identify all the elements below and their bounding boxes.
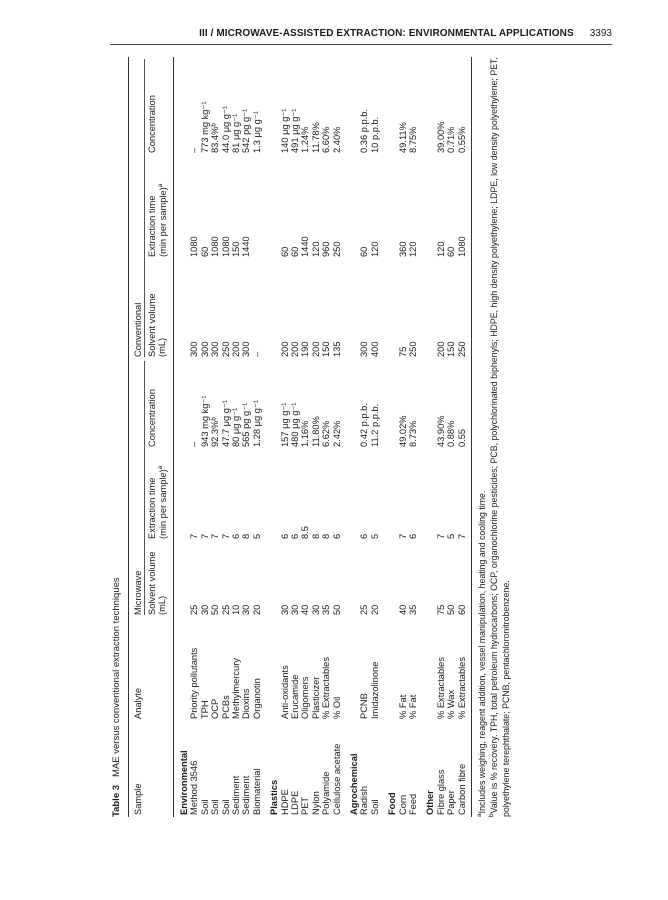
table-cell: 6 bbox=[408, 533, 419, 539]
table-cell: Anti-oxidants bbox=[279, 665, 290, 719]
table-cell: 7 bbox=[456, 533, 467, 539]
table-cell: 300 bbox=[210, 341, 221, 357]
table-cell: 1080 bbox=[189, 236, 200, 257]
table-cell: 49.11% bbox=[397, 122, 408, 153]
col-header-analyte: Analyte bbox=[128, 617, 146, 721]
table-cell: Oligomers bbox=[300, 676, 311, 719]
table-cell: Paper bbox=[446, 790, 457, 815]
table-cell: 7 bbox=[189, 533, 200, 539]
table-cell: 0.55 bbox=[456, 428, 467, 447]
table-cell: 35 bbox=[321, 604, 332, 615]
header-rule bbox=[110, 44, 612, 45]
table-cell: – bbox=[189, 441, 200, 447]
table-cell: 200 bbox=[310, 341, 321, 357]
table-cell: 8.75% bbox=[408, 126, 419, 153]
table-cell: 250 bbox=[331, 241, 342, 257]
table-cell: 25 bbox=[189, 604, 200, 615]
comparison-table bbox=[128, 57, 472, 817]
table-cell: 60 bbox=[446, 246, 457, 257]
table-cell: 300 bbox=[359, 341, 370, 357]
table-cell: 6 bbox=[331, 533, 342, 539]
table-cell: 60 bbox=[279, 246, 290, 257]
col-header-cv-time: Extraction time (min per sample)$^a$ bbox=[146, 155, 173, 259]
table-cell: % Extractables bbox=[321, 656, 332, 719]
section-title: Food bbox=[387, 792, 398, 815]
table-cell: 40 bbox=[397, 604, 408, 615]
table-cell: 60 bbox=[456, 604, 467, 615]
table-row bbox=[210, 57, 220, 817]
page-number: 3393 bbox=[589, 28, 612, 39]
table-cell: 80 μg g⁻¹ bbox=[230, 407, 241, 447]
table-cell: 8 bbox=[241, 533, 252, 539]
table-cell: 480 μg g⁻¹ bbox=[290, 402, 300, 447]
table-cell: 8.5 bbox=[300, 526, 311, 539]
table-cell: 1.24% bbox=[300, 126, 311, 153]
table-cell: PCNB bbox=[359, 693, 370, 719]
table-cell: % Wax bbox=[446, 689, 457, 719]
footnote-b: $^b$Value is % recovery. TPH, total petroleum hydrocarbons; OCP, organochlorine pesticides; PCB, polychlorinated biphenyls; HDPE, high density polyethylene; LDPE, low density polyethylene; PET, polyethylene terephthalate; PCNB, pentachloronitrobenzene. bbox=[488, 57, 511, 817]
table-row bbox=[290, 57, 300, 817]
table-row bbox=[436, 57, 446, 817]
table-cell: 43.90% bbox=[435, 415, 446, 447]
table-cell: 0.55% bbox=[456, 126, 467, 153]
table-cell: 200 bbox=[435, 341, 446, 357]
table-row bbox=[200, 57, 210, 817]
table-cell: PCBs bbox=[220, 695, 231, 719]
col-header-mw-time: Extraction time (min per sample)$^a$ bbox=[146, 449, 173, 541]
table-cell: 6 bbox=[230, 533, 241, 539]
table-cell: 20 bbox=[369, 604, 380, 615]
table-cell: 2.40% bbox=[331, 126, 342, 153]
table-cell: 1440 bbox=[241, 236, 252, 257]
table-cell: 11.80% bbox=[310, 416, 321, 447]
table-cell: Dioxins bbox=[241, 688, 252, 719]
table-caption-text: MAE versus conventional extraction techniques bbox=[111, 577, 122, 777]
table-cell: 6.62% bbox=[321, 420, 332, 447]
table-cell: 300 bbox=[189, 341, 200, 357]
table-cell: % Extractables bbox=[456, 656, 467, 719]
table-cell: 7 bbox=[199, 533, 210, 539]
table-cell: 0.36 p.p.b. bbox=[359, 109, 370, 153]
table-cell: 200 bbox=[230, 341, 241, 357]
group-header-conventional: Conventional bbox=[128, 57, 146, 359]
table-row bbox=[370, 57, 380, 817]
table-cell: 49.02% bbox=[397, 415, 408, 447]
table-cell: 7 bbox=[435, 533, 446, 539]
table-cell: – bbox=[189, 147, 200, 153]
table-cell: 1080 bbox=[210, 236, 221, 257]
table-row bbox=[252, 57, 262, 817]
table-cell: 1.28 μg g⁻¹ bbox=[251, 400, 262, 447]
table-cell: PET bbox=[300, 796, 311, 815]
table-cell: 50 bbox=[210, 604, 221, 615]
table-cell: – bbox=[251, 351, 262, 357]
table-cell: % Fat bbox=[408, 694, 419, 719]
table-cell: 140 μg g⁻¹ bbox=[279, 108, 290, 153]
table-caption bbox=[112, 57, 123, 817]
table-cell: 11.78% bbox=[310, 122, 321, 153]
table-cell: 943 mg kg⁻¹ bbox=[199, 395, 210, 447]
table-cell: 120 bbox=[369, 241, 380, 257]
table-cell bbox=[252, 155, 262, 259]
table-cell: 8.73% bbox=[408, 420, 419, 447]
table-cell: 7 bbox=[397, 533, 408, 539]
table-cell: 400 bbox=[369, 341, 380, 357]
table-cell: % Fat bbox=[397, 694, 408, 719]
table-cell: 0.88% bbox=[446, 420, 457, 447]
table-row bbox=[332, 57, 342, 817]
table-body bbox=[173, 57, 471, 817]
table-cell: 120 bbox=[435, 241, 446, 257]
group-header-microwave: Microwave bbox=[128, 359, 146, 617]
table-cell: 250 bbox=[408, 341, 419, 357]
table-cell: 44.0 μg g⁻¹ bbox=[220, 106, 231, 153]
table-cell: 120 bbox=[310, 241, 321, 257]
table-row bbox=[189, 57, 199, 817]
table-cell: 5 bbox=[369, 533, 380, 539]
table-cell: 10 bbox=[230, 604, 241, 615]
table-cell: Cellulose acetate bbox=[331, 743, 342, 815]
table-cell: 30 bbox=[290, 604, 300, 615]
table-cell: Method 3546 bbox=[189, 760, 200, 815]
table-cell: 542 pg g⁻¹ bbox=[241, 108, 252, 153]
table-cell: Imidazolinone bbox=[369, 661, 380, 719]
table-cell: 6 bbox=[290, 533, 300, 539]
table-cell: 0.42 p.p.b. bbox=[359, 403, 370, 447]
table-cell: 6.60% bbox=[321, 126, 332, 153]
table-cell: 1080 bbox=[456, 236, 467, 257]
table-cell: Sediment bbox=[230, 775, 241, 815]
table-cell: 0.71% bbox=[446, 126, 457, 153]
section-header-row bbox=[418, 57, 435, 817]
table-cell: 20 bbox=[251, 604, 262, 615]
table-cell: 60 bbox=[290, 246, 300, 257]
table-cell: Priority pollutants bbox=[189, 647, 200, 719]
table-cell: 200 bbox=[279, 341, 290, 357]
table-cell: 92.3%ᵇ bbox=[210, 417, 221, 447]
table-label: Table 3 bbox=[111, 784, 122, 817]
table-cell: 60 bbox=[199, 246, 210, 257]
table-row bbox=[359, 57, 369, 817]
table-cell: Plasticizer bbox=[310, 676, 321, 719]
table-cell: 135 bbox=[331, 341, 342, 357]
table-row bbox=[457, 57, 472, 817]
table-cell: 8 bbox=[321, 533, 332, 539]
table-cell: 30 bbox=[241, 604, 252, 615]
table-cell: 50 bbox=[446, 604, 457, 615]
table-cell: 30 bbox=[310, 604, 321, 615]
header-row-groups bbox=[128, 57, 146, 817]
section-header-row bbox=[380, 57, 397, 817]
table-cell: 300 bbox=[199, 341, 210, 357]
table-cell: 75 bbox=[435, 604, 446, 615]
section-header-row bbox=[262, 57, 279, 817]
table-cell: 30 bbox=[279, 604, 290, 615]
table-cell: Soil bbox=[210, 799, 221, 815]
table-cell: 1080 bbox=[220, 236, 231, 257]
table-cell: 25 bbox=[220, 604, 231, 615]
table-cell: 150 bbox=[230, 241, 241, 257]
table-cell: 35 bbox=[408, 604, 419, 615]
table-cell: 7 bbox=[210, 533, 221, 539]
table-cell: 10 p.p.b. bbox=[369, 116, 380, 153]
table-cell: Soil bbox=[199, 799, 210, 815]
table-cell: 190 bbox=[300, 341, 311, 357]
table-footnotes bbox=[476, 57, 512, 817]
table-cell: 773 mg kg⁻¹ bbox=[199, 101, 210, 153]
table-cell: 75 bbox=[397, 346, 408, 357]
col-header-sample: Sample bbox=[128, 721, 146, 817]
running-title: III / MICROWAVE-ASSISTED EXTRACTION: ENVIRONMENTAL APPLICATIONS bbox=[199, 28, 574, 39]
table-cell: 47.7 μg g⁻¹ bbox=[220, 400, 231, 447]
table-cell: HDPE bbox=[279, 789, 290, 815]
col-header-cv-conc: Concentration bbox=[146, 57, 173, 155]
table-row bbox=[231, 57, 241, 817]
table-cell: 39.00% bbox=[435, 121, 446, 153]
table-cell: Polyamide bbox=[321, 771, 332, 815]
table-cell: 30 bbox=[199, 604, 210, 615]
table-cell: Feed bbox=[408, 793, 419, 815]
table-cell: 200 bbox=[290, 341, 300, 357]
section-header-row bbox=[173, 57, 189, 817]
table-cell: 83.4%ᵇ bbox=[210, 123, 221, 153]
table-cell: Nylon bbox=[310, 791, 321, 815]
table-row bbox=[221, 57, 231, 817]
table-row bbox=[446, 57, 456, 817]
table-cell: 1.3 μg g⁻¹ bbox=[251, 111, 262, 153]
table-cell: Corn bbox=[397, 794, 408, 815]
section-header-row bbox=[342, 57, 359, 817]
table-cell: 25 bbox=[359, 604, 370, 615]
table-row bbox=[408, 57, 418, 817]
table-cell: % Oil bbox=[331, 696, 342, 719]
table-cell: 40 bbox=[300, 604, 311, 615]
table-row bbox=[311, 57, 321, 817]
table-cell: 7 bbox=[220, 533, 231, 539]
table-cell: 157 μg g⁻¹ bbox=[279, 402, 290, 447]
table-cell: 250 bbox=[220, 341, 231, 357]
table-row bbox=[280, 57, 290, 817]
running-header bbox=[140, 28, 612, 39]
table-cell: 1440 bbox=[300, 236, 311, 257]
table-cell: 565 pg g⁻¹ bbox=[241, 402, 252, 447]
table-cell: 60 bbox=[359, 246, 370, 257]
table-cell: Soil bbox=[369, 799, 380, 815]
table-row bbox=[300, 57, 310, 817]
table-cell: LDPE bbox=[290, 790, 300, 815]
table-cell: 8 bbox=[310, 533, 321, 539]
table-cell: 50 bbox=[331, 604, 342, 615]
table-cell: Carbon fibre bbox=[456, 763, 467, 815]
table-cell: TPH bbox=[199, 700, 210, 719]
table-cell: 5 bbox=[251, 533, 262, 539]
col-header-mw-solvent: Solvent volume (mL) bbox=[146, 541, 173, 617]
table-cell: 120 bbox=[408, 241, 419, 257]
table-row bbox=[398, 57, 408, 817]
table-cell: 6 bbox=[279, 533, 290, 539]
table-cell: 300 bbox=[241, 341, 252, 357]
table-row bbox=[241, 57, 251, 817]
table-cell: 150 bbox=[321, 341, 332, 357]
table-cell: 150 bbox=[446, 341, 457, 357]
header-row-columns bbox=[146, 57, 173, 817]
table-cell: Erucamide bbox=[290, 674, 300, 719]
table-cell: 960 bbox=[321, 241, 332, 257]
table-cell: 360 bbox=[397, 241, 408, 257]
table-cell: Methylmercury bbox=[230, 658, 241, 719]
section-title: Agrochemical bbox=[349, 753, 360, 815]
table-cell: Soil bbox=[220, 799, 231, 815]
table-cell: Organotin bbox=[251, 678, 262, 719]
table-cell: Fibre glass bbox=[435, 769, 446, 815]
table-cell: 81 μg g⁻¹ bbox=[230, 113, 241, 153]
table-cell: 5 bbox=[446, 533, 457, 539]
table-cell: 1.16% bbox=[300, 420, 311, 447]
table-cell: 11.2 p.p.b. bbox=[369, 403, 380, 447]
table-cell: 250 bbox=[456, 341, 467, 357]
table-row bbox=[321, 57, 331, 817]
table-cell: Sediment bbox=[241, 775, 252, 815]
col-header-mw-conc: Concentration bbox=[146, 359, 173, 449]
col-header-cv-solvent: Solvent volume (mL) bbox=[146, 259, 173, 359]
table-cell: 2.42% bbox=[331, 420, 342, 447]
table-cell: % Extractables bbox=[435, 656, 446, 719]
table-cell: 491 μg g⁻¹ bbox=[290, 108, 300, 153]
section-title: Other bbox=[425, 790, 436, 815]
table-cell: 6 bbox=[359, 533, 370, 539]
section-title: Plastics bbox=[269, 779, 280, 815]
table-cell: OCP bbox=[210, 698, 221, 719]
table-cell: Radish bbox=[359, 786, 370, 815]
table-cell: Biomaterial bbox=[251, 768, 262, 815]
section-title: Environmental bbox=[178, 750, 189, 815]
footnote-a: $^a$Includes weighing, reagent addition, vessel manipulation, heating and cooling time. bbox=[476, 490, 488, 817]
rotated-table-block bbox=[112, 57, 612, 817]
